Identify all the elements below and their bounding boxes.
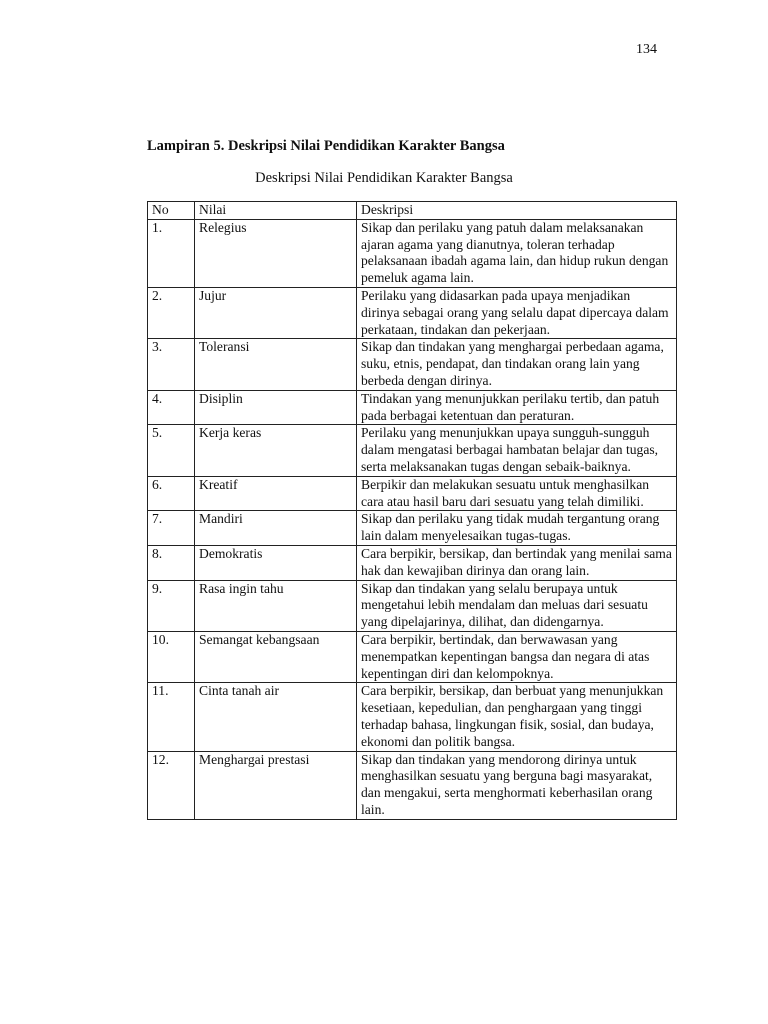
table-row [148, 425, 677, 476]
row-value-name: Disiplin [195, 390, 357, 425]
row-value-name: Demokratis [195, 545, 357, 580]
row-number: 2. [148, 287, 195, 338]
row-number: 3. [148, 339, 195, 390]
row-value-name: Cinta tanah air [195, 683, 357, 751]
table-header-row [148, 202, 677, 220]
character-values-table [147, 201, 677, 820]
row-value-name: Jujur [195, 287, 357, 338]
row-description: Cara berpikir, bersikap, dan bertindak yang menilai sama hak dan kewajiban dirinya dan orang lain. [357, 545, 677, 580]
header-no: No [148, 202, 195, 220]
row-number: 4. [148, 390, 195, 425]
row-value-name: Kreatif [195, 476, 357, 511]
row-description: Sikap dan perilaku yang tidak mudah tergantung orang lain dalam menyelesaikan tugas-tugas. [357, 511, 677, 546]
table-row [148, 751, 677, 819]
table-row [148, 339, 677, 390]
header-deskripsi: Deskripsi [357, 202, 677, 220]
table-row [148, 683, 677, 751]
row-description: Sikap dan tindakan yang menghargai perbedaan agama, suku, etnis, pendapat, dan tindakan orang lain yang berbeda dengan dirinya. [357, 339, 677, 390]
row-description: Sikap dan tindakan yang mendorong dirinya untuk menghasilkan sesuatu yang berguna bagi masyarakat, dan mengakui, serta menghormati keberhasilan orang lain. [357, 751, 677, 819]
row-value-name: Semangat kebangsaan [195, 631, 357, 682]
row-value-name: Mandiri [195, 511, 357, 546]
table-row [148, 580, 677, 631]
row-value-name: Toleransi [195, 339, 357, 390]
table-row [148, 631, 677, 682]
table-row [148, 476, 677, 511]
row-number: 9. [148, 580, 195, 631]
row-number: 7. [148, 511, 195, 546]
row-number: 12. [148, 751, 195, 819]
header-nilai: Nilai [195, 202, 357, 220]
row-description: Sikap dan perilaku yang patuh dalam melaksanakan ajaran agama yang dianutnya, toleran terhadap pelaksanaan ibadah agama lain, dan hidup rukun dengan pemeluk agama lain. [357, 219, 677, 287]
row-value-name: Menghargai prestasi [195, 751, 357, 819]
page-number: 134 [636, 42, 657, 57]
table-caption: Deskripsi Nilai Pendidikan Karakter Bangsa [255, 170, 513, 186]
row-description: Cara berpikir, bertindak, dan berwawasan yang menempatkan kepentingan bangsa dan negara di atas kepentingan diri dan kelompoknya. [357, 631, 677, 682]
row-description: Sikap dan tindakan yang selalu berupaya untuk mengetahui lebih mendalam dan meluas dari sesuatu yang dipelajarinya, dilihat, dan didengarnya. [357, 580, 677, 631]
appendix-title: Lampiran 5. Deskripsi Nilai Pendidikan Karakter Bangsa [147, 138, 505, 154]
row-number: 1. [148, 219, 195, 287]
row-description: Tindakan yang menunjukkan perilaku tertib, dan patuh pada berbagai ketentuan dan peraturan. [357, 390, 677, 425]
row-description: Berpikir dan melakukan sesuatu untuk menghasilkan cara atau hasil baru dari sesuatu yang telah dimiliki. [357, 476, 677, 511]
row-value-name: Relegius [195, 219, 357, 287]
row-number: 10. [148, 631, 195, 682]
table-row [148, 287, 677, 338]
row-number: 8. [148, 545, 195, 580]
table-row [148, 219, 677, 287]
row-number: 5. [148, 425, 195, 476]
row-description: Cara berpikir, bersikap, dan berbuat yang menunjukkan kesetiaan, kepedulian, dan penghargaan yang tinggi terhadap bahasa, lingkungan fisik, sosial, dan budaya, ekonomi dan politik bangsa. [357, 683, 677, 751]
row-description: Perilaku yang didasarkan pada upaya menjadikan dirinya sebagai orang yang selalu dapat dipercaya dalam perkataan, tindakan dan pekerjaan. [357, 287, 677, 338]
row-value-name: Kerja keras [195, 425, 357, 476]
row-value-name: Rasa ingin tahu [195, 580, 357, 631]
row-description: Perilaku yang menunjukkan upaya sungguh-sungguh dalam mengatasi berbagai hambatan belajar dan tugas, serta melaksanakan tugas dengan sebaik-baiknya. [357, 425, 677, 476]
row-number: 6. [148, 476, 195, 511]
row-number: 11. [148, 683, 195, 751]
table-row [148, 545, 677, 580]
table-row [148, 511, 677, 546]
table-row [148, 390, 677, 425]
